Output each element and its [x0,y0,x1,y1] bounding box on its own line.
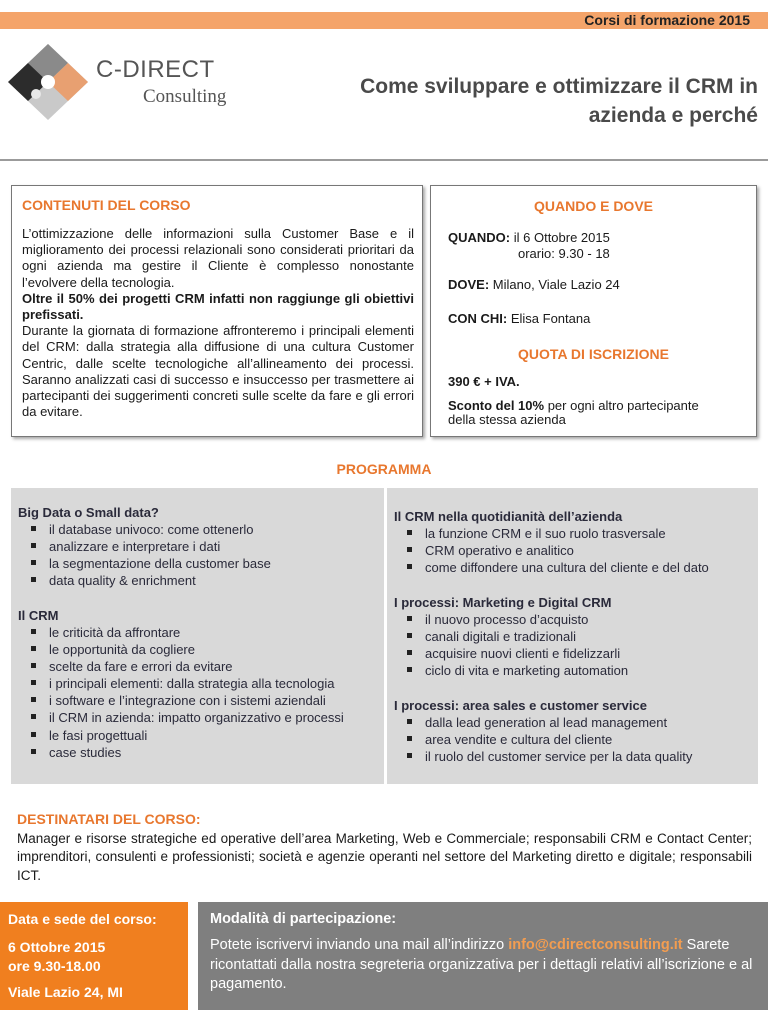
discount-line [448,399,699,427]
program-group-title: I processi: Marketing e Digital CRM [394,595,612,610]
participation-panel [198,902,768,1010]
program-item-text: i principali elementi: dalla strategia alla tecnologia [49,676,335,692]
program-item [394,662,628,679]
date-time-block [8,938,105,976]
title-line-2: azienda e perché [588,104,758,127]
date-venue-panel [0,902,188,1010]
date-venue-title: Data e sede del corso: [8,911,157,927]
course-venue: Viale Lazio 24, MI [8,984,123,1000]
when-where-heading: QUANDO E DOVE [533,198,653,214]
program-item-text: il ruolo del customer service per la data quality [425,749,693,765]
bullet-icon [31,749,36,754]
program-item [394,628,628,645]
program-panel [11,488,758,784]
program-item-text: la segmentazione della customer base [49,556,271,572]
program-item-text: area vendite e cultura del cliente [425,732,613,748]
header-divider [0,159,768,161]
program-group-title: Il CRM nella quotidianità dell’azienda [394,509,623,524]
bullet-icon [407,667,412,672]
discount-text-2: della stessa azienda [448,412,566,427]
program-item-text: data quality & enrichment [49,573,196,589]
audience-text: Manager e risorse strategiche ed operative dell’area Marketing, Web e Commerciale; responsabili CRM e Contact Center; imprenditori, consulenti e professionisti; società e agenzie operanti nel settore del Marketing diretto e digitale; responsabili ICT. [17,831,752,883]
program-column-left [11,488,384,784]
page-title [298,72,758,130]
company-logo [6,42,236,122]
course-time: ore 9.30-18.00 [8,958,101,974]
program-item [18,572,271,589]
logo-subtitle: Consulting [143,86,227,107]
bullet-icon [407,736,412,741]
when-where-box [430,185,757,437]
bullet-icon [31,697,36,702]
bullet-icon [31,543,36,548]
program-group-big-data [18,504,271,589]
program-item [18,744,344,761]
where-value: Milano, Viale Lazio 24 [492,277,620,292]
bullet-icon [31,646,36,651]
bullet-icon [407,564,412,569]
bullet-icon [407,530,412,535]
program-item [18,658,344,675]
program-item [394,731,692,748]
bullet-icon [31,629,36,634]
trainer-label: CON CHI: [448,311,508,326]
program-group-sales [394,697,692,765]
participation-text-1: Potete iscrivervi inviando una mail all’indirizzo [210,937,509,953]
course-paragraph-3: Durante la giornata di formazione affronteremo i principali elementi del CRM: dalla strategia alla diffusione di una cultura Customer Centric, dalle scelte tecnologiche all’allineamento dei processi. Saranno analizzati casi di successo e insuccesso per trasmettere ai partecipanti dei suggerimenti concreti sulle scelte da fare e gli errori da evitare. [22,323,414,420]
course-paragraph-1: L’ottimizzazione delle informazioni sulla Customer Base e il miglioramento dei processi relazionali sono considerati prioritari da ogni azienda ma gestire il Cliente è complesso nonostante l’evolvere della tecnologia. [22,226,414,290]
program-item [18,538,271,555]
contact-email-link[interactable]: info@cdirectconsulting.it [508,937,683,953]
bullet-icon [31,714,36,719]
program-item-text: dalla lead generation al lead management [425,715,668,730]
trainer-value: Elisa Fontana [510,311,591,326]
program-item-text: scelte da fare e errori da evitare [49,659,233,675]
course-date: 6 Ottobre 2015 [8,939,106,955]
course-content-heading: CONTENUTI DEL CORSO [22,197,191,213]
title-line-1: Come sviluppare e ottimizzare il CRM in [360,75,758,98]
program-heading: PROGRAMMA [336,461,432,477]
fee-heading: QUOTA DI ISCRIZIONE [518,346,669,362]
participation-text [210,936,760,995]
program-item-text: le criticità da affrontare [49,625,181,640]
program-group-quotidianita [394,508,709,576]
program-item-text: come diffondere una cultura del cliente e del dato [425,560,709,576]
trainer-line [448,311,590,327]
bullet-icon [31,560,36,565]
program-item-text: il database univoco: come ottenerlo [49,522,254,537]
participation-title: Modalità di partecipazione: [210,911,397,927]
where-line [448,277,620,293]
bullet-icon [407,616,412,621]
program-group-title: I processi: area sales e customer service [394,698,647,713]
logo-name: C-DIRECT [96,56,215,83]
bullet-icon [31,577,36,582]
when-line [448,230,610,246]
program-item [18,521,271,538]
price-line [448,374,520,390]
program-item-text: analizzare e interpretare i dati [49,539,221,555]
program-item-text: acquisire nuovi clienti e fidelizzarli [425,646,621,662]
program-list [394,611,628,679]
program-item [18,692,344,709]
program-item-text: le opportunità da cogliere [49,642,195,658]
banner-text: Corsi di formazione 2015 [584,12,750,28]
bullet-icon [31,680,36,685]
price-value: 390 € + IVA. [448,374,520,389]
program-item-text: le fasi progettuali [49,727,148,743]
program-item [394,611,628,628]
program-item [18,555,271,572]
program-list [18,521,271,589]
when-value: il 6 Ottobre 2015 [513,230,610,245]
program-group-title: Big Data o Small data? [18,505,159,520]
program-list [18,624,344,761]
program-item [394,714,692,731]
program-item [394,525,709,542]
participation-text-2: Sarete ricontattati dalla nostra segreteria organizzativa per i dettagli relativi all’iscrizione e al pagamento. [210,937,753,992]
program-group-title: Il CRM [18,608,59,623]
program-item-text: la funzione CRM e il suo ruolo trasversale [425,526,666,541]
course-content-text [22,226,414,420]
where-label: DOVE: [448,277,490,292]
program-group-marketing [394,594,628,679]
bullet-icon [407,719,412,724]
bullet-icon [407,650,412,655]
program-item [18,727,344,744]
bullet-icon [407,547,412,552]
course-paragraph-2: Oltre il 50% dei progetti CRM infatti non raggiunge gli obiettivi prefissati. [22,290,414,323]
program-list [394,714,692,765]
when-label: QUANDO: [448,230,511,245]
bullet-icon [31,732,36,737]
program-item [18,624,344,641]
program-item [394,542,709,559]
program-item [394,645,628,662]
bullet-icon [407,633,412,638]
program-item [18,641,344,658]
program-item [394,748,692,765]
program-item [394,559,709,576]
top-banner [0,12,768,29]
program-item-text: il nuovo processo d’acquisto [425,612,589,627]
audience-heading: DESTINATARI DEL CORSO: [17,811,201,827]
discount-text: per ogni altro partecipante [544,398,699,413]
time-value: orario: 9.30 - 18 [518,246,610,261]
bullet-icon [31,526,36,531]
program-item-text: il CRM in azienda: impatto organizzativo e processi [49,710,344,726]
logo-puzzle-icon [6,42,96,122]
program-item [18,709,344,726]
course-content-box [11,185,423,437]
program-item-text: canali digitali e tradizionali [425,629,577,645]
program-item-text: i software e l’integrazione con i sistemi aziendali [49,693,326,709]
program-item-text: ciclo di vita e marketing automation [425,663,629,679]
program-group-crm [18,607,344,761]
bullet-icon [31,663,36,668]
program-item-text: case studies [49,744,122,760]
program-list [394,525,709,576]
program-item-text: CRM operativo e analitico [425,543,574,559]
program-column-right [387,488,758,784]
bullet-icon [407,753,412,758]
program-item [18,675,344,692]
discount-label: Sconto del 10% [448,398,545,413]
